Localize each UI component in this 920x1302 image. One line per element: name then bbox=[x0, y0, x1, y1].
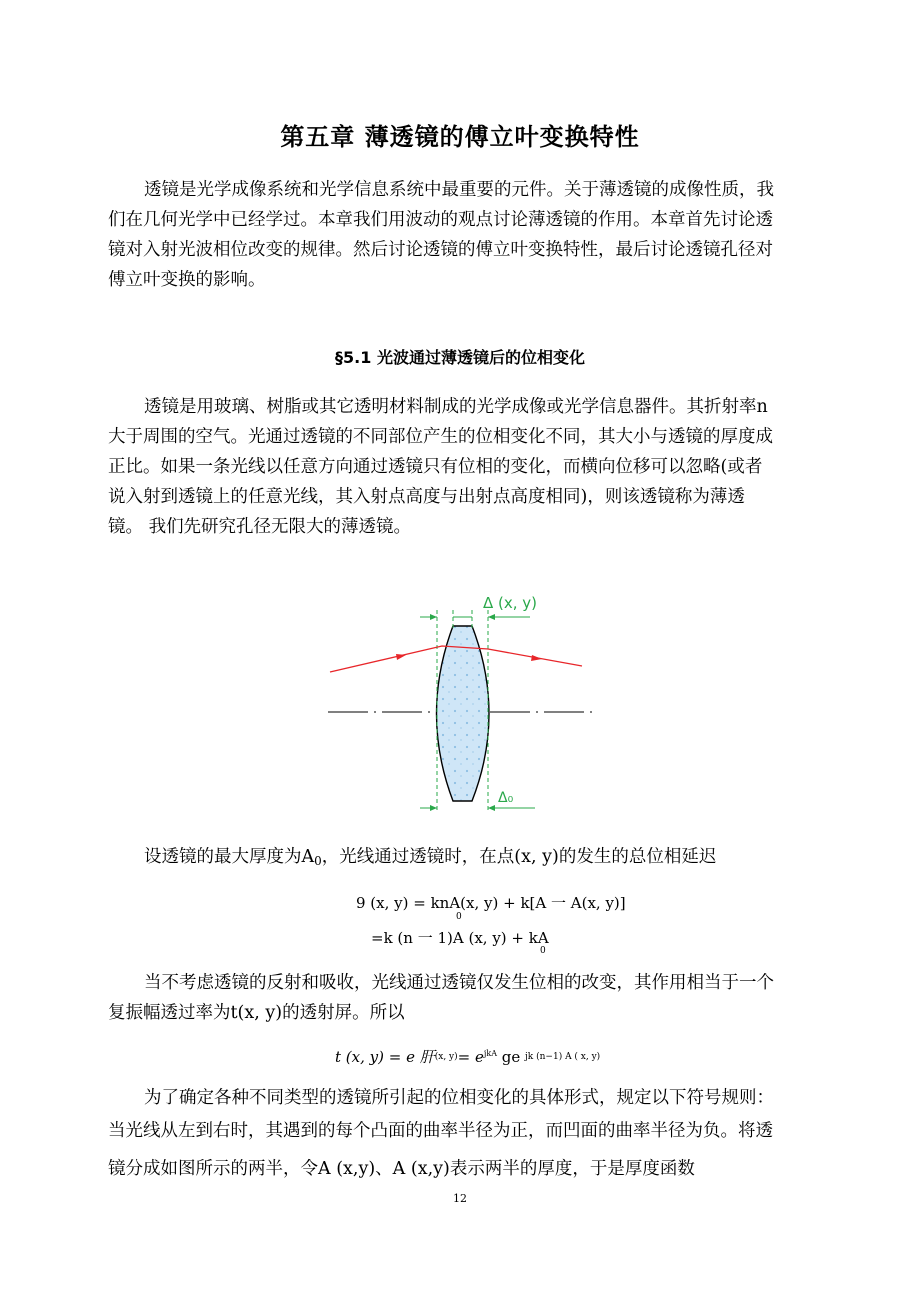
thickness-line bbox=[108, 842, 814, 876]
rule-paragraph bbox=[108, 1082, 814, 1186]
eq2-mid2: ge bbox=[501, 1048, 521, 1066]
equation-phase-line1: 9 (x, y) = knA(x, y) + k[A 一 A(x, y)] bbox=[356, 894, 626, 912]
equation-phase-line2: =k (n 一 1)A (x, y) + kA bbox=[371, 929, 549, 947]
eq2-mid: = e bbox=[457, 1048, 484, 1066]
intro-paragraph bbox=[108, 175, 814, 295]
arrowhead-icon bbox=[430, 805, 437, 811]
equation-phase-sub2: 0 bbox=[540, 946, 546, 956]
chapter-title: 第五章 薄透镜的傅立叶变换特性 bbox=[280, 123, 640, 151]
arrowhead-icon bbox=[488, 614, 495, 620]
section-line: 大于周围的空气。光通过透镜的不同部位产生的位相变化不同，其大小与透镜的厚度成 bbox=[108, 427, 773, 447]
transmit-line: 当不考虑透镜的反射和吸收，光线通过透镜仅发生位相的改变，其作用相当于一个 bbox=[144, 973, 774, 993]
section-line: 正比。如果一条光线以任意方向通过透镜只有位相的变化，而横向位移可以忽略(或者 bbox=[108, 457, 763, 477]
eq2-sup2: jkA bbox=[483, 1049, 497, 1058]
eq2-left: t (x, y) = e 肝 bbox=[335, 1048, 435, 1066]
equation-phase-sub1: 0 bbox=[456, 912, 462, 922]
section-paragraph bbox=[108, 392, 814, 542]
arrowhead-icon bbox=[488, 805, 495, 811]
intro-line: 傅立叶变换的影响。 bbox=[108, 270, 266, 290]
thickness-subscript: 0 bbox=[314, 854, 322, 868]
eq2-sup3: jk (n−1) A ( x, y) bbox=[525, 1052, 601, 1062]
page-number: 12 bbox=[453, 1192, 467, 1205]
thickness-paragraph bbox=[108, 842, 814, 876]
section-line: 说入射到透镜上的任意光线，其入射点高度与出射点高度相同)，则该透镜称为薄透 bbox=[108, 487, 745, 507]
rule-line: 当光线从左到右时，其遇到的每个凸面的曲率半径为正，而凹面的曲率半径为负。将透 bbox=[108, 1121, 773, 1141]
section-heading: §5.1 光波通过薄透镜后的位相变化 bbox=[335, 348, 585, 367]
thin-lens-figure bbox=[320, 588, 610, 820]
transmit-paragraph bbox=[108, 968, 814, 1028]
equation-transmittance bbox=[335, 1046, 600, 1067]
rule-line: 为了确定各种不同类型的透镜所引起的位相变化的具体形式，规定以下符号规则： bbox=[144, 1088, 774, 1108]
arrowhead-icon bbox=[430, 614, 437, 620]
arrowhead-icon bbox=[396, 654, 406, 660]
label-delta-0: Δ₀ bbox=[498, 790, 514, 806]
intro-line: 镜对入射光波相位改变的规律。然后讨论透镜的傅立叶变换特性，最后讨论透镜孔径对 bbox=[108, 240, 773, 260]
section-line: 镜。 我们先研究孔径无限大的薄透镜。 bbox=[108, 517, 412, 537]
intro-line: 透镜是光学成像系统和光学信息系统中最重要的元件。关于薄透镜的成像性质，我 bbox=[144, 180, 774, 200]
eq2-sup1: (x, y) bbox=[434, 1052, 458, 1062]
transmit-line: 复振幅透过率为t(x, y)的透射屏。所以 bbox=[108, 1003, 405, 1023]
thickness-prefix: 设透镜的最大厚度为A bbox=[144, 847, 315, 867]
section-line: 透镜是用玻璃、树脂或其它透明材料制成的光学成像或光学信息器件。其折射率n bbox=[144, 397, 768, 417]
rule-line: 镜分成如图所示的两半，令A (x,y)、A (x,y)表示两半的厚度，于是厚度函数 bbox=[108, 1159, 695, 1179]
intro-line: 们在几何光学中已经学过。本章我们用波动的观点讨论薄透镜的作用。本章首先讨论透 bbox=[108, 210, 773, 230]
lens-body bbox=[437, 626, 490, 801]
label-delta-xy: Δ (x, y) bbox=[483, 594, 538, 612]
thickness-suffix: ，光线通过透镜时，在点(x, y)的发生的总位相延迟 bbox=[321, 847, 717, 867]
